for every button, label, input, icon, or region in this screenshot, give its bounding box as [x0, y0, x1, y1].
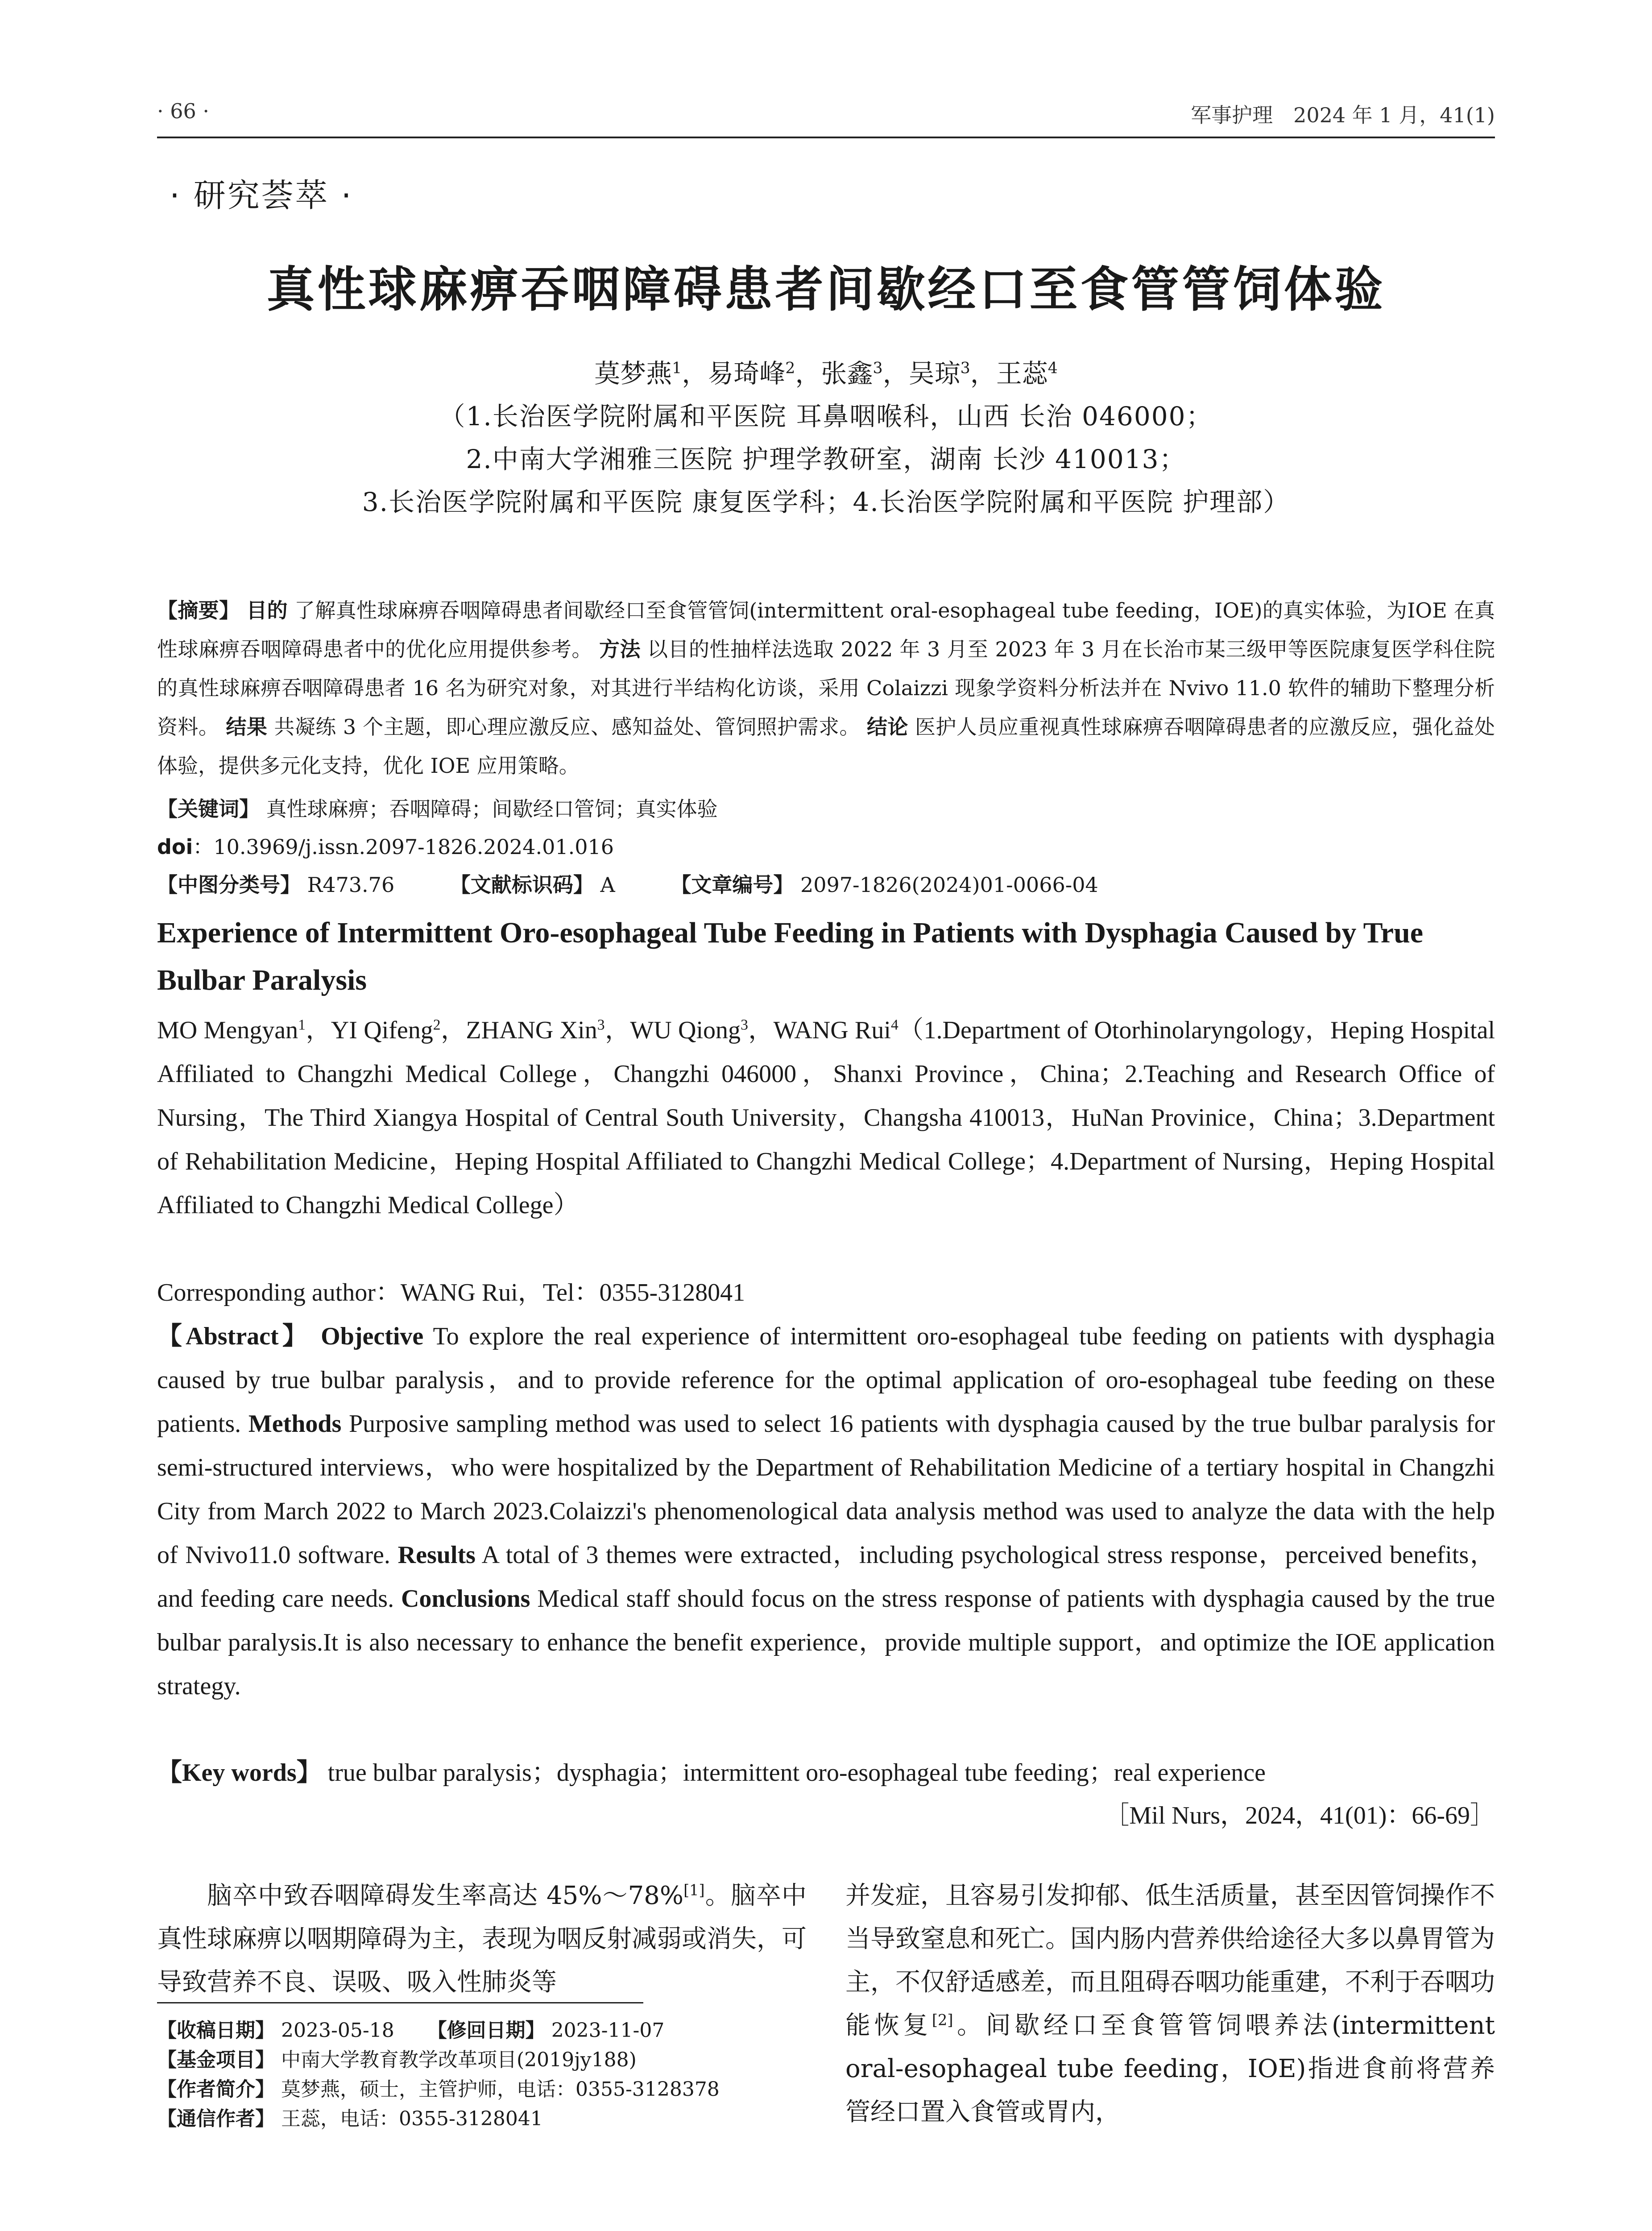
results-label: 结果 [226, 715, 268, 739]
page-number: · 66 · [157, 99, 210, 123]
citation: ［Mil Nurs，2024，41(01)：66-69］ [1104, 1802, 1495, 1829]
author-name-en: ，WANG Rui [748, 1016, 891, 1044]
abstract-cn [157, 591, 1495, 785]
received-label: 【收稿日期】 [157, 2019, 275, 2042]
author-name-en: ，WU Qiong [604, 1016, 741, 1044]
keywords-cn [157, 792, 1495, 826]
author-sup: 1 [672, 359, 682, 377]
abstract-label: 【摘要】 [157, 598, 240, 622]
body-text: 脑卒中致吞咽障碍发生率高达 45%～78% [207, 1881, 684, 1910]
revised-label: 【修回日期】 [427, 2019, 545, 2042]
affiliations-cn [0, 395, 1652, 523]
keywords-label-en: 【Key words】 [157, 1759, 322, 1787]
fund-text: 中南大学教育教学改革项目(2019jy188) [281, 2049, 637, 2071]
author-name: ，王蕊 [970, 358, 1048, 389]
fund-line [157, 2045, 807, 2075]
body-left-column [157, 1874, 807, 2004]
doc-code-label: 【文献标识码】 [450, 873, 594, 897]
methods-text: 以目的性抽样法选取 2022 年 3 月至 2023 年 3 月在长治市某三级甲等医院康复医学科住院的真性球麻痹吞咽障碍患者 16 名为研究对象，对其进行半结构化访谈，采用 Colaizzi 现象学资料分析法并在 Nvivo 11.0 软件的辅助下整理分析资料。 [157, 637, 1495, 739]
author-sup: 3 [741, 1016, 748, 1033]
corresponding-line [157, 2104, 807, 2134]
classification-line [157, 868, 1495, 902]
methods-label: 方法 [599, 637, 641, 661]
header-rule [157, 137, 1495, 138]
body-text: 。脑卒中真性球麻痹以咽期障碍为主，表现为咽反射减弱或消失，可导致营养不良、误吸、吸入性肺炎等 [157, 1881, 807, 1997]
doc-code: A [600, 873, 615, 897]
author-name-en: ，ZHANG Xin [440, 1016, 597, 1044]
conclusions-text-en: Medical staff should focus on the stress response of patients with dysphagia caused by the true bulbar paralysis.It is also necessary to enhance the benefit experience，provide multiple support，and optimize the IOE application strategy. [157, 1585, 1495, 1700]
objective-text: 了解真性球麻痹吞咽障碍患者间歇经口至食管管饲(intermittent oral-esophageal tube feeding，IOE)的真实体验，为IOE 在真性球麻痹吞咽障碍患者中的优化应用提供参考。 [157, 598, 1495, 661]
objective-label: 目的 [246, 598, 288, 622]
author-bio-line [157, 2075, 807, 2104]
body-right-column [845, 1874, 1495, 2134]
results-text-en: A total of 3 themes were extracted，including psychological stress response，perceived benefits，and feeding care needs. [157, 1541, 1495, 1613]
footnote-rule [157, 2002, 643, 2003]
affiliation-line: （1.长治医学院附属和平医院 耳鼻咽喉科，山西 长治 046000； [439, 401, 1213, 431]
section-tag: · 研究荟萃 · [170, 177, 353, 214]
author-name-en: ，YI Qifeng [305, 1016, 433, 1044]
conclusions-label-en: Conclusions [401, 1585, 530, 1613]
keywords-label: 【关键词】 [157, 797, 260, 821]
results-text: 共凝练 3 个主题，即心理应激反应、感知益处、管饲照护需求。 [274, 715, 860, 739]
author-sup: 2 [433, 1016, 441, 1033]
article-number-label: 【文章编号】 [671, 873, 794, 897]
body-text: 并发症，且容易引发抑郁、低生活质量，甚至因管饲操作不当导致窒息和死亡。国内肠内营养供给途径大多以鼻胃管为主，不仅舒适感差，而且阻碍吞咽功能重建，不利于吞咽功能恢复 [845, 1881, 1495, 2040]
authors-cn [0, 352, 1652, 390]
fund-label: 【基金项目】 [157, 2049, 275, 2071]
abstract-label-en: 【Abstract】 [157, 1323, 311, 1350]
author-sup: 3 [960, 359, 970, 377]
received-date: 2023-05-18 [281, 2019, 394, 2042]
received-line [157, 2016, 807, 2045]
english-authors [157, 1008, 1495, 1227]
author-bio-label: 【作者简介】 [157, 2078, 275, 2101]
article-title: 真性球麻痹吞咽障碍患者间歇经口至食管管饲体验 [266, 262, 1386, 318]
doi-text: ：10.3969/j.issn.2097-1826.2024.01.016 [193, 835, 614, 859]
abstract-en [157, 1315, 1495, 1708]
corresponding-label: 【通信作者】 [157, 2107, 275, 2130]
author-sup: 4 [890, 1016, 898, 1033]
footnotes [157, 2016, 807, 2134]
keywords-text: 真性球麻痹；吞咽障碍；间歇经口管饲；真实体验 [266, 797, 718, 821]
author-sup: 2 [785, 359, 795, 377]
keywords-text-en: true bulbar paralysis；dysphagia；intermittent oro-esophageal tube feeding；real experience [327, 1759, 1266, 1787]
body-text: 。间歇经口至食管管饲喂养法(intermittent oral-esophageal tube feeding，IOE)指进食前将营养管经口置入食管或胃内， [845, 2011, 1495, 2127]
methods-label-en: Methods [248, 1410, 342, 1438]
corresponding-author-en: Corresponding author：WANG Rui，Tel：0355-3128041 [157, 1279, 745, 1306]
author-name: 莫梦燕 [594, 358, 672, 389]
author-name: ，吴琼 [882, 358, 961, 389]
english-affiliations: （1.Department of Otorhinolaryngology，Heping Hospital Affiliated to Changzhi Medical College，Changzhi 046000，Shanxi Province，China；2.Teaching and Research Office of Nursing，The Third Xiangya Hospital of Central South University，Changsha 410013，HuNan Provinice，China；3.Department of Rehabilitation Medicine，Heping Hospital Affiliated to Changzhi Medical College；4.Department of Nursing，Heping Hospital Affiliated to Changzhi Medical College） [157, 1016, 1495, 1219]
objective-label-en: Objective [321, 1323, 424, 1350]
author-name: ，易琦峰 [682, 358, 786, 389]
author-sup: 1 [298, 1016, 306, 1033]
conclusion-text: 医护人员应重视真性球麻痹吞咽障碍患者的应激反应，强化益处体验，提供多元化支持，优化 IOE 应用策略。 [157, 715, 1495, 778]
author-sup: 3 [597, 1016, 605, 1033]
article-number: 2097-1826(2024)01-0066-04 [800, 873, 1098, 897]
clc-code: R473.76 [307, 873, 395, 897]
objective-text-en: To explore the real experience of intermittent oro-esophageal tube feeding on patients with dysphagia caused by true bulbar paralysis，and to provide reference for the optimal application of oro-esophageal tube feeding on these patients. [157, 1323, 1495, 1438]
keywords-en [157, 1751, 1495, 1795]
doi-label: doi [157, 835, 193, 859]
results-label-en: Results [397, 1541, 476, 1569]
author-sup: 4 [1048, 359, 1058, 377]
clc-label: 【中图分类号】 [157, 873, 301, 897]
english-title: Experience of Intermittent Oro-esophageal Tube Feeding in Patients with Dysphagia Caused by True Bulbar Paralysis [157, 916, 1424, 996]
reference-mark: [1] [683, 1881, 705, 1899]
journal-info: 军事护理 2024 年 1 月，41(1) [1191, 103, 1495, 127]
affiliation-line: 2.中南大学湘雅三医院 护理学教研室，湖南 长沙 410013； [466, 444, 1186, 474]
affiliation-line: 3.长治医学院附属和平医院 康复医学科；4.长治医学院附属和平医院 护理部） [362, 487, 1290, 517]
author-bio-text: 莫梦燕，硕士，主管护师，电话：0355-3128378 [281, 2078, 720, 2101]
corresponding-text: 王蕊，电话：0355-3128041 [281, 2107, 543, 2130]
doi-line [157, 830, 1495, 864]
author-sup: 3 [873, 359, 883, 377]
revised-date: 2023-11-07 [551, 2019, 665, 2042]
conclusion-label: 结论 [866, 715, 908, 739]
reference-mark: [2] [932, 2011, 953, 2029]
author-name: ，张鑫 [795, 358, 873, 389]
author-name-en: MO Mengyan [157, 1016, 298, 1044]
methods-text-en: Purposive sampling method was used to select 16 patients with dysphagia caused by the true bulbar paralysis for semi-structured interviews，who were hospitalized by the Department of Rehabilitation Medicine of a tertiary hospital in Changzhi City from March 2022 to March 2023.Colaizzi's phenomenological data analysis method was used to analyze the data with the help of Nvivo11.0 software. [157, 1410, 1495, 1569]
